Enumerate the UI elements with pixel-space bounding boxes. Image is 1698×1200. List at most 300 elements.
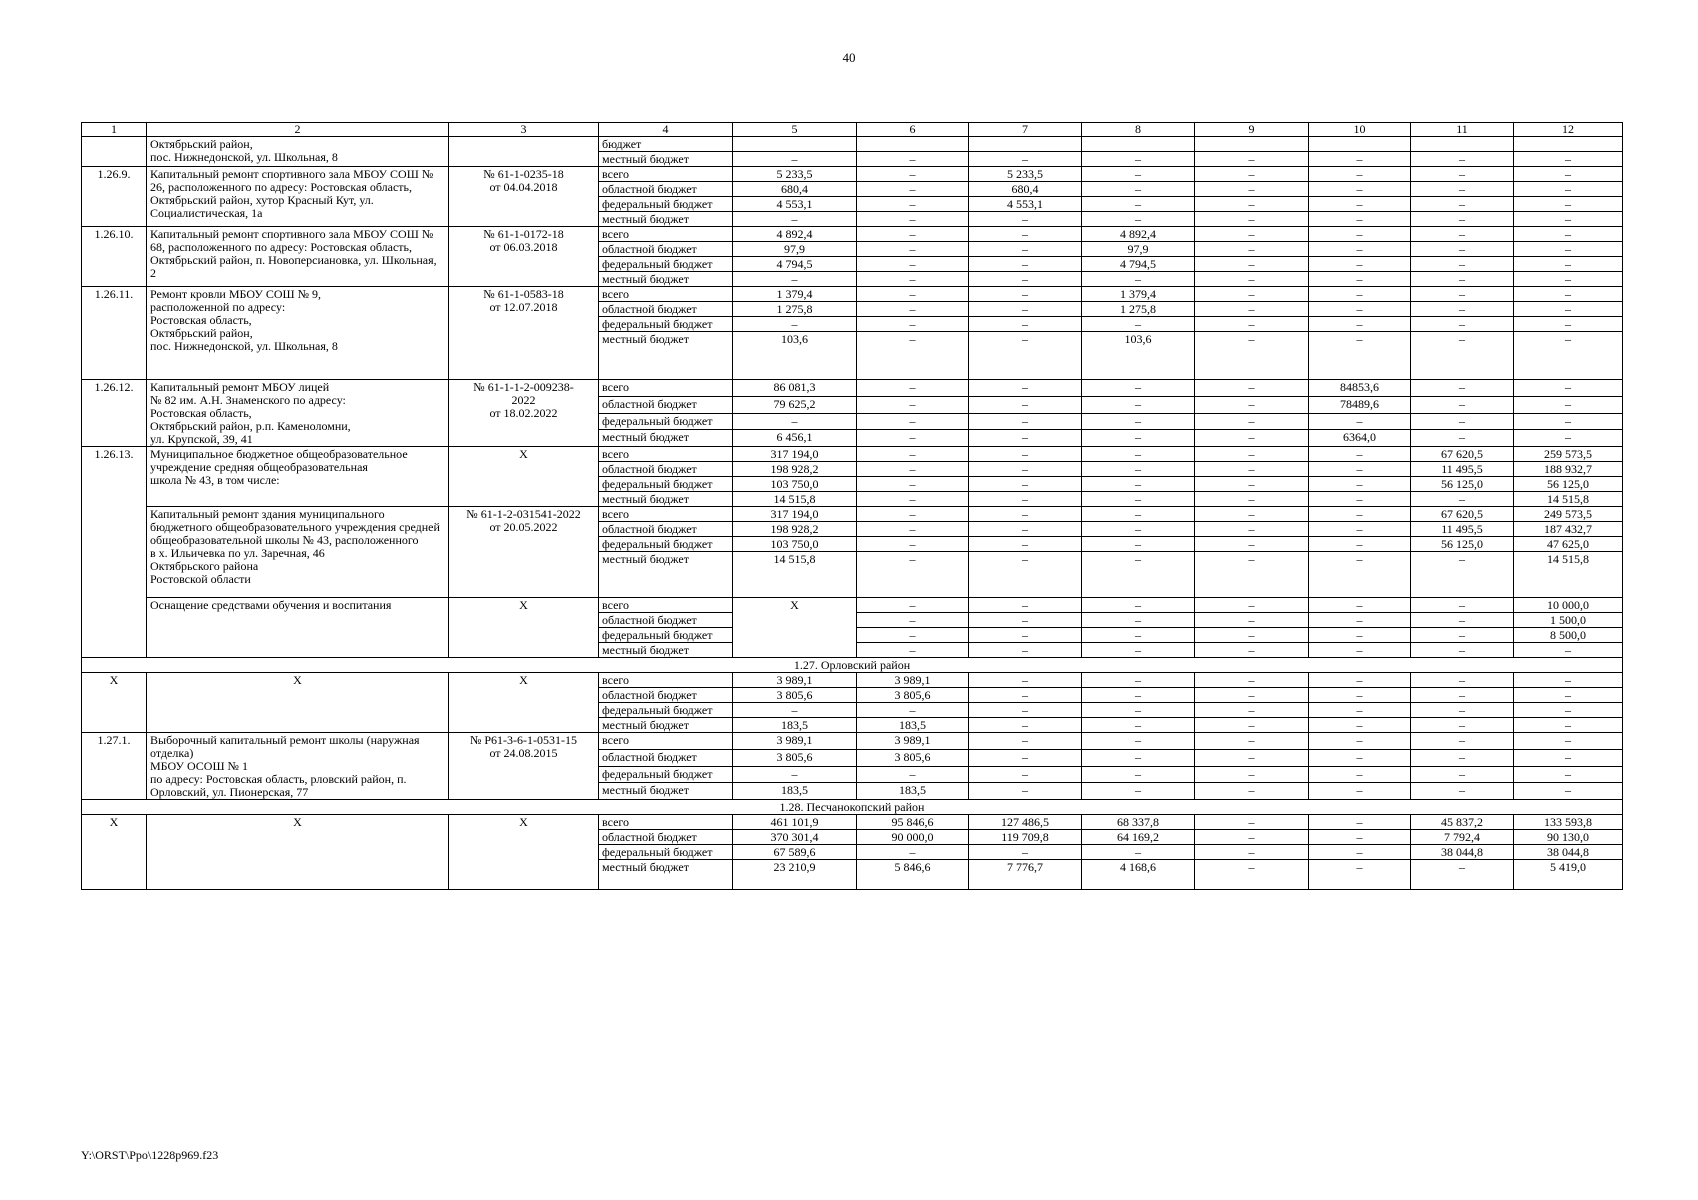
value-cell: – [1411,152,1514,167]
value-cell: 78489,6 [1309,396,1411,413]
value-cell: 198 928,2 [733,462,857,477]
section-header-row [82,658,1623,673]
value-cell: – [1514,766,1623,783]
value-cell: 95 846,6 [857,815,969,830]
value-cell: – [857,380,969,397]
value-cell: – [1082,643,1195,658]
value-cell: – [857,152,969,167]
value-cell: – [1411,257,1514,272]
value-cell: – [1309,643,1411,658]
value-cell: – [1195,860,1309,890]
value-cell: – [857,212,969,227]
value-cell [857,137,969,152]
value-cell: 133 593,8 [1514,815,1623,830]
value-cell: – [857,643,969,658]
value-cell: 461 101,9 [733,815,857,830]
value-cell: – [1411,718,1514,733]
value-cell: 103 750,0 [733,477,857,492]
category-cell: всего [599,380,733,397]
document-cell: X [449,673,599,733]
value-cell: 56 125,0 [1411,537,1514,552]
value-cell: – [1514,380,1623,397]
value-cell: – [1514,152,1623,167]
document-cell: X [449,815,599,890]
value-cell: – [969,413,1082,430]
value-cell: – [969,703,1082,718]
value-cell: – [1411,227,1514,242]
value-cell: 103,6 [1082,332,1195,380]
value-cell: – [1309,212,1411,227]
value-cell: – [1082,447,1195,462]
value-cell: – [1195,507,1309,522]
value-cell: 188 932,7 [1514,462,1623,477]
category-cell: областной бюджет [599,302,733,317]
value-cell: – [857,598,969,613]
value-cell: 5 233,5 [969,167,1082,182]
value-cell: – [969,537,1082,552]
value-cell: – [1309,598,1411,613]
value-cell: – [1309,845,1411,860]
value-cell: 7 792,4 [1411,830,1514,845]
value-cell: 3 989,1 [857,733,969,750]
value-cell: – [1411,703,1514,718]
value-cell: 680,4 [733,182,857,197]
value-cell: – [857,447,969,462]
category-cell: федеральный бюджет [599,477,733,492]
value-cell: – [1411,552,1514,598]
table-row [82,380,1623,397]
value-cell: – [1195,688,1309,703]
value-cell: – [1082,522,1195,537]
value-cell: – [969,332,1082,380]
value-cell: – [1309,152,1411,167]
document-cell: № 61-1-0583-18 от 12.07.2018 [449,287,599,380]
object-name-cell: Капитальный ремонт спортивного зала МБОУ СОШ № 68, расположенного по адресу: Ростовская область, Октябрьский район, п. Новоперсиановка, ул. Школьная, 2 [147,227,449,287]
category-cell: местный бюджет [599,430,733,447]
value-cell: – [1514,643,1623,658]
value-cell: 1 379,4 [1082,287,1195,302]
value-cell: 47 625,0 [1514,537,1623,552]
value-cell: – [1195,302,1309,317]
value-cell: – [1411,242,1514,257]
value-cell: 6 456,1 [733,430,857,447]
page-number: 40 [842,50,856,65]
value-cell: 370 301,4 [733,830,857,845]
value-cell: – [1082,462,1195,477]
value-cell: – [1411,733,1514,750]
value-cell: 4 794,5 [733,257,857,272]
document-cell: № 61-1-0235-18 от 04.04.2018 [449,167,599,227]
category-cell: бюджет [599,137,733,152]
value-cell: 3 989,1 [857,673,969,688]
value-cell: – [1195,257,1309,272]
object-name-cell: Капитальный ремонт здания муниципального бюджетного общеобразовательного учреждения средней общеобразовательной школы № 43, расположенного в х. Ильичевка по ул. Заречная, 46 Октябрьского района Ростовской области [147,507,449,598]
row-number-cell: X [82,673,147,733]
value-cell: – [969,845,1082,860]
value-cell: 1 500,0 [1514,613,1623,628]
value-cell: 97,9 [1082,242,1195,257]
document-cell: X [449,598,599,658]
table-row [82,227,1623,242]
value-cell: – [1082,673,1195,688]
value-cell: 67 620,5 [1411,447,1514,462]
document-cell: № 61-1-0172-18 от 06.03.2018 [449,227,599,287]
value-cell: – [1309,815,1411,830]
value-cell: – [857,766,969,783]
value-cell: – [1195,182,1309,197]
value-cell: – [1514,733,1623,750]
value-cell: 3 989,1 [733,673,857,688]
value-cell: – [1195,845,1309,860]
value-cell: – [1309,167,1411,182]
category-cell: областной бюджет [599,182,733,197]
section-header-row [82,800,1623,815]
value-cell: – [857,182,969,197]
value-cell: – [1411,302,1514,317]
value-cell: 1 379,4 [733,287,857,302]
value-cell: – [1195,380,1309,397]
value-cell [969,137,1082,152]
value-cell: 14 515,8 [733,552,857,598]
document-cell: № Р61-3-6-1-0531-15 от 24.08.2015 [449,733,599,800]
value-cell: 56 125,0 [1411,477,1514,492]
funding-table [81,122,1622,890]
value-cell: – [1082,749,1195,766]
category-cell: областной бюджет [599,462,733,477]
value-cell: – [969,643,1082,658]
value-cell: – [1411,380,1514,397]
value-cell: – [1514,396,1623,413]
value-cell: – [1082,703,1195,718]
object-name-cell: Выборочный капитальный ремонт школы (наружная отделка) МБОУ ОСОШ № 1 по адресу: Ростовская область, рловский район, п. Орловский, ул. Пионерская, 77 [147,733,449,800]
value-cell: 10 000,0 [1514,598,1623,613]
value-cell: – [857,477,969,492]
value-cell: – [1082,317,1195,332]
value-cell: 8 500,0 [1514,628,1623,643]
document-cell [449,137,599,167]
value-cell: – [733,272,857,287]
value-cell: – [857,537,969,552]
value-cell: 3 989,1 [733,733,857,750]
value-cell: 119 709,8 [969,830,1082,845]
value-cell: – [1195,552,1309,598]
value-cell: – [1514,688,1623,703]
value-cell: – [733,212,857,227]
value-cell: – [1411,272,1514,287]
value-cell: 3 805,6 [733,749,857,766]
row-number-cell: 1.26.12. [82,380,147,447]
value-cell: – [857,257,969,272]
value-cell: – [857,703,969,718]
value-cell: – [857,227,969,242]
value-cell: 97,9 [733,242,857,257]
value-cell: – [969,749,1082,766]
value-cell: – [969,212,1082,227]
value-cell: – [969,152,1082,167]
value-cell: – [1309,628,1411,643]
value-cell: 79 625,2 [733,396,857,413]
file-path-footer: Y:\ORST\Ppo\1228p969.f23 [81,1148,219,1162]
value-cell: – [1514,257,1623,272]
value-cell: – [1082,492,1195,507]
value-cell: 5 419,0 [1514,860,1623,890]
value-cell: 259 573,5 [1514,447,1623,462]
category-cell: областной бюджет [599,522,733,537]
value-cell: – [969,688,1082,703]
value-cell: 11 495,5 [1411,522,1514,537]
value-cell: 1 275,8 [733,302,857,317]
value-cell: 317 194,0 [733,447,857,462]
value-cell: – [1411,628,1514,643]
value-cell: – [1514,673,1623,688]
value-cell: 4 892,4 [1082,227,1195,242]
value-cell: – [969,287,1082,302]
value-cell: – [1082,733,1195,750]
value-cell: – [857,845,969,860]
category-cell: федеральный бюджет [599,537,733,552]
value-cell: 103,6 [733,332,857,380]
column-header: 7 [969,123,1082,137]
value-cell [1195,137,1309,152]
row-number-cell: 1.26.9. [82,167,147,227]
value-cell: – [1309,317,1411,332]
value-cell: – [969,783,1082,800]
value-cell: – [1195,430,1309,447]
value-cell: – [1195,673,1309,688]
value-cell: X [733,598,857,658]
value-cell: – [1195,537,1309,552]
value-cell: – [1195,718,1309,733]
value-cell: – [1309,830,1411,845]
value-cell: 103 750,0 [733,537,857,552]
value-cell: – [1309,182,1411,197]
category-cell: всего [599,227,733,242]
category-cell: областной бюджет [599,396,733,413]
table-row [82,598,1623,613]
value-cell: – [1082,212,1195,227]
category-cell: федеральный бюджет [599,197,733,212]
value-cell: – [857,317,969,332]
value-cell: – [1411,396,1514,413]
value-cell [1082,137,1195,152]
value-cell: – [1514,718,1623,733]
value-cell: – [1411,332,1514,380]
value-cell: – [1195,613,1309,628]
category-cell: всего [599,815,733,830]
table-row [82,507,1623,522]
value-cell: – [1309,257,1411,272]
value-cell: – [1082,413,1195,430]
value-cell: – [857,613,969,628]
value-cell: – [1082,628,1195,643]
category-cell: местный бюджет [599,552,733,598]
value-cell: – [857,492,969,507]
value-cell: – [1514,242,1623,257]
value-cell: – [857,302,969,317]
value-cell: – [969,766,1082,783]
table-row [82,137,1623,152]
column-header: 6 [857,123,969,137]
row-number-cell: X [82,815,147,890]
value-cell: – [969,447,1082,462]
value-cell: – [733,413,857,430]
value-cell: 90 130,0 [1514,830,1623,845]
value-cell: – [969,507,1082,522]
value-cell: – [857,522,969,537]
value-cell: 90 000,0 [857,830,969,845]
value-cell: – [1082,167,1195,182]
column-header: 10 [1309,123,1411,137]
row-number-cell: 1.27.1. [82,733,147,800]
value-cell: – [1195,477,1309,492]
value-cell: – [1195,733,1309,750]
value-cell: – [1195,703,1309,718]
value-cell: – [1411,413,1514,430]
value-cell: – [1309,783,1411,800]
value-cell: – [1082,507,1195,522]
value-cell: – [969,462,1082,477]
value-cell: 3 805,6 [857,688,969,703]
value-cell: 64 169,2 [1082,830,1195,845]
category-cell: областной бюджет [599,749,733,766]
value-cell: – [1082,613,1195,628]
value-cell: – [1309,688,1411,703]
column-header: 2 [147,123,449,137]
object-name-cell: Капитальный ремонт спортивного зала МБОУ СОШ № 26, расположенного по адресу: Ростовская область, Октябрьский район, хутор Красный Кут, ул. Социалистическая, 1а [147,167,449,227]
value-cell: 23 210,9 [733,860,857,890]
value-cell: – [1195,447,1309,462]
value-cell: – [969,733,1082,750]
value-cell: – [1411,766,1514,783]
value-cell: – [857,197,969,212]
value-cell: – [1195,167,1309,182]
category-cell: местный бюджет [599,332,733,380]
value-cell: 680,4 [969,182,1082,197]
value-cell: – [1514,167,1623,182]
value-cell: – [1309,287,1411,302]
value-cell: – [1411,749,1514,766]
row-number-cell [82,137,147,167]
value-cell: – [1309,860,1411,890]
table-row [82,447,1623,462]
category-cell: федеральный бюджет [599,703,733,718]
value-cell: – [1514,287,1623,302]
object-name-cell: X [147,673,449,733]
value-cell: – [1195,628,1309,643]
value-cell: – [1082,380,1195,397]
category-cell: местный бюджет [599,643,733,658]
category-cell: всего [599,167,733,182]
value-cell: – [969,598,1082,613]
category-cell: всего [599,287,733,302]
value-cell: – [969,492,1082,507]
column-header: 5 [733,123,857,137]
value-cell: – [1195,815,1309,830]
value-cell: – [1411,492,1514,507]
value-cell: – [1514,413,1623,430]
table-row [82,287,1623,302]
category-cell: федеральный бюджет [599,845,733,860]
value-cell: – [969,317,1082,332]
value-cell: – [1411,430,1514,447]
value-cell: 4 892,4 [733,227,857,242]
value-cell: – [969,242,1082,257]
value-cell: – [857,167,969,182]
value-cell: 84853,6 [1309,380,1411,397]
column-header: 8 [1082,123,1195,137]
value-cell: 183,5 [857,718,969,733]
value-cell: 4 168,6 [1082,860,1195,890]
value-cell: 68 337,8 [1082,815,1195,830]
value-cell: – [1411,167,1514,182]
value-cell: – [857,396,969,413]
value-cell: – [857,552,969,598]
value-cell: 7 776,7 [969,860,1082,890]
value-cell: – [1309,272,1411,287]
value-cell: – [1411,197,1514,212]
value-cell [1309,137,1411,152]
value-cell: 317 194,0 [733,507,857,522]
value-cell: – [969,257,1082,272]
value-cell: – [969,227,1082,242]
value-cell: – [1082,537,1195,552]
column-header: 9 [1195,123,1309,137]
object-name-cell: Муниципальное бюджетное общеобразовательное учреждение средняя общеобразовательная школа № 43, в том числе: [147,447,449,507]
category-cell: областной бюджет [599,242,733,257]
category-cell: всего [599,598,733,613]
value-cell: – [733,703,857,718]
value-cell: – [1195,272,1309,287]
value-cell: 14 515,8 [1514,492,1623,507]
value-cell: 249 573,5 [1514,507,1623,522]
value-cell: – [1309,492,1411,507]
value-cell: – [969,272,1082,287]
value-cell: – [1195,396,1309,413]
table-row [82,733,1623,750]
value-cell: – [1514,212,1623,227]
value-cell: – [1309,673,1411,688]
value-cell: 187 432,7 [1514,522,1623,537]
table-row [82,673,1623,688]
value-cell: – [1411,673,1514,688]
value-cell: – [1309,507,1411,522]
value-cell: – [733,766,857,783]
value-cell: – [1309,733,1411,750]
object-name-cell: Капитальный ремонт МБОУ лицей № 82 им. А.Н. Знаменского по адресу: Ростовская область, Октябрьский район, р.п. Каменоломни, ул. Крупской, 39, 41 [147,380,449,447]
value-cell: – [1195,598,1309,613]
value-cell: – [1082,766,1195,783]
value-cell: – [1082,430,1195,447]
value-cell: – [1411,613,1514,628]
value-cell: – [969,302,1082,317]
value-cell [1514,137,1623,152]
category-cell: федеральный бюджет [599,257,733,272]
value-cell: – [1195,287,1309,302]
value-cell: – [1514,272,1623,287]
column-header: 11 [1411,123,1514,137]
value-cell: 14 515,8 [1514,552,1623,598]
value-cell: – [1082,598,1195,613]
value-cell: – [1195,413,1309,430]
value-cell: – [1195,643,1309,658]
value-cell [733,137,857,152]
value-cell: – [1082,272,1195,287]
value-cell: – [733,317,857,332]
category-cell: всего [599,447,733,462]
value-cell: 4 553,1 [969,197,1082,212]
category-cell: всего [599,733,733,750]
category-cell: местный бюджет [599,152,733,167]
